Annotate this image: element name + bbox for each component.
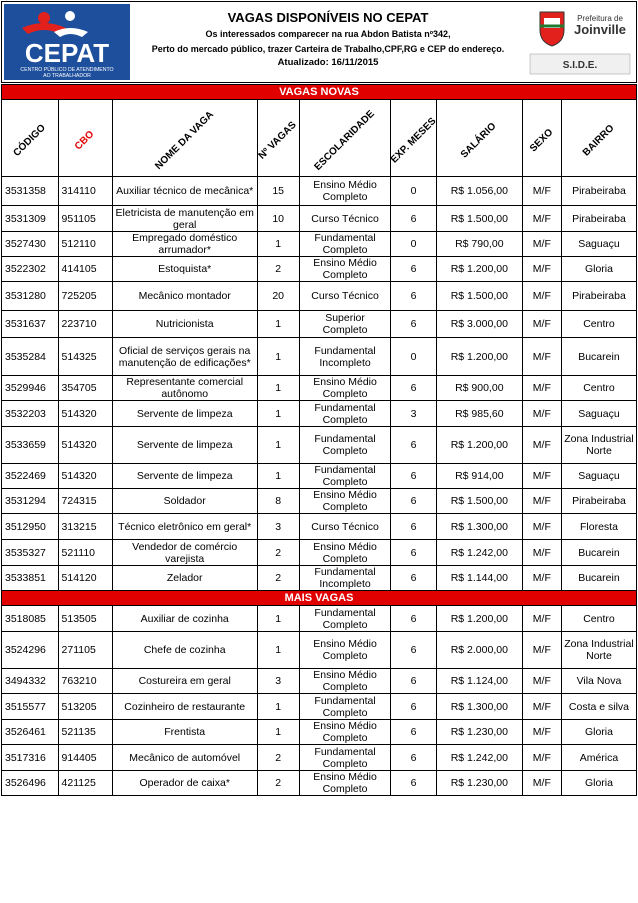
cell-nome: Representante comercial autônomo	[112, 376, 257, 401]
jobs-table	[1, 84, 637, 796]
cepat-logo-sub2: AO TRABALHADOR	[43, 73, 91, 79]
col-bairro	[561, 100, 636, 177]
cell-bairro: América	[561, 745, 636, 771]
cell-exp: 6	[391, 514, 437, 540]
cell-salario: R$ 1.200,00	[436, 257, 522, 282]
table-row	[2, 489, 637, 514]
cell-bairro: Saguaçu	[561, 232, 636, 257]
cell-sexo: M/F	[522, 514, 561, 540]
cell-vagas: 1	[257, 632, 299, 669]
cell-exp: 3	[391, 401, 437, 427]
cell-codigo: 3533659	[2, 427, 59, 464]
cell-vagas: 20	[257, 282, 299, 311]
cell-salario: R$ 900,00	[436, 376, 522, 401]
cell-vagas: 1	[257, 694, 299, 720]
cell-codigo: 3524296	[2, 632, 59, 669]
cell-exp: 6	[391, 427, 437, 464]
cell-salario: R$ 1.300,00	[436, 694, 522, 720]
cell-sexo: M/F	[522, 401, 561, 427]
cell-sexo: M/F	[522, 606, 561, 632]
cell-bairro: Gloria	[561, 257, 636, 282]
cell-vagas: 2	[257, 540, 299, 566]
cell-bairro: Gloria	[561, 771, 636, 796]
cell-exp: 0	[391, 338, 437, 376]
section-title-more: MAIS VAGAS	[2, 591, 637, 606]
col-codigo	[2, 100, 59, 177]
section-header-more	[2, 591, 637, 606]
cell-nome: Cozinheiro de restaurante	[112, 694, 257, 720]
cell-cbo: 724315	[58, 489, 112, 514]
cell-nome: Soldador	[112, 489, 257, 514]
col-nome-label: NOME DA VAGA	[152, 109, 216, 173]
table-row	[2, 720, 637, 745]
col-nome	[112, 100, 257, 177]
cell-bairro: Centro	[561, 311, 636, 338]
cell-escolaridade: Fundamental Completo	[299, 694, 390, 720]
cell-escolaridade: Fundamental Completo	[299, 427, 390, 464]
cell-salario: R$ 1.300,00	[436, 514, 522, 540]
cell-cbo: 514320	[58, 464, 112, 489]
cell-cbo: 354705	[58, 376, 112, 401]
cell-codigo: 3518085	[2, 606, 59, 632]
table-row	[2, 311, 637, 338]
table-row	[2, 177, 637, 206]
cell-exp: 6	[391, 694, 437, 720]
column-header-row	[2, 100, 637, 177]
table-row	[2, 632, 637, 669]
table-row	[2, 745, 637, 771]
cell-sexo: M/F	[522, 669, 561, 694]
cell-vagas: 2	[257, 566, 299, 591]
cell-codigo: 3522469	[2, 464, 59, 489]
table-row	[2, 206, 637, 232]
table-row	[2, 606, 637, 632]
cell-bairro: Costa e silva	[561, 694, 636, 720]
cell-escolaridade: Fundamental Completo	[299, 606, 390, 632]
table-row	[2, 232, 637, 257]
cell-nome: Servente de limpeza	[112, 401, 257, 427]
cell-escolaridade: Ensino Médio Completo	[299, 376, 390, 401]
cell-sexo: M/F	[522, 177, 561, 206]
cell-escolaridade: Ensino Médio Completo	[299, 632, 390, 669]
cell-vagas: 2	[257, 771, 299, 796]
table-row	[2, 338, 637, 376]
cell-escolaridade: Curso Técnico	[299, 514, 390, 540]
col-sexo	[522, 100, 561, 177]
cell-cbo: 521135	[58, 720, 112, 745]
cell-cbo: 314110	[58, 177, 112, 206]
cell-exp: 6	[391, 311, 437, 338]
cepat-logo-text: CEPAT	[24, 38, 110, 68]
cell-salario: R$ 1.242,00	[436, 540, 522, 566]
table-row	[2, 566, 637, 591]
updated-date: Atualizado: 16/11/2015	[277, 57, 379, 68]
cell-codigo: 3512950	[2, 514, 59, 540]
cell-bairro: Vila Nova	[561, 669, 636, 694]
cell-salario: R$ 1.242,00	[436, 745, 522, 771]
cell-nome: Estoquista*	[112, 257, 257, 282]
cell-bairro: Bucarein	[561, 338, 636, 376]
cell-exp: 6	[391, 282, 437, 311]
cell-sexo: M/F	[522, 489, 561, 514]
cell-vagas: 1	[257, 720, 299, 745]
cell-salario: R$ 1.500,00	[436, 489, 522, 514]
cell-bairro: Bucarein	[561, 566, 636, 591]
section-title-new: VAGAS NOVAS	[2, 85, 637, 100]
cell-cbo: 514120	[58, 566, 112, 591]
cell-escolaridade: Fundamental Incompleto	[299, 566, 390, 591]
cepat-logo-sub1: CENTRO PÚBLICO DE ATENDIMENTO	[20, 67, 114, 73]
table-row	[2, 694, 637, 720]
cell-salario: R$ 914,00	[436, 464, 522, 489]
cell-cbo: 951105	[58, 206, 112, 232]
cell-nome: Empregado doméstico arrumador*	[112, 232, 257, 257]
cell-sexo: M/F	[522, 745, 561, 771]
cell-exp: 6	[391, 376, 437, 401]
cell-cbo: 513505	[58, 606, 112, 632]
cell-cbo: 514325	[58, 338, 112, 376]
cell-sexo: M/F	[522, 632, 561, 669]
cell-sexo: M/F	[522, 566, 561, 591]
cell-escolaridade: Fundamental Incompleto	[299, 338, 390, 376]
cell-cbo: 763210	[58, 669, 112, 694]
cell-salario: R$ 1.124,00	[436, 669, 522, 694]
cell-exp: 6	[391, 606, 437, 632]
cell-exp: 6	[391, 745, 437, 771]
cell-bairro: Zona Industrial Norte	[561, 632, 636, 669]
cell-cbo: 514320	[58, 401, 112, 427]
cell-cbo: 513205	[58, 694, 112, 720]
joinville-logo	[526, 4, 634, 80]
cell-nome: Servente de limpeza	[112, 427, 257, 464]
cell-codigo: 3531637	[2, 311, 59, 338]
cell-bairro: Floresta	[561, 514, 636, 540]
col-salario-label: SALÁRIO	[459, 120, 499, 161]
cell-codigo: 3529946	[2, 376, 59, 401]
cell-nome: Frentista	[112, 720, 257, 745]
cell-exp: 0	[391, 232, 437, 257]
cell-escolaridade: Curso Técnico	[299, 282, 390, 311]
cell-nome: Vendedor de comércio varejista	[112, 540, 257, 566]
joinville-logo-line2: Joinville	[573, 22, 627, 37]
table-row	[2, 257, 637, 282]
cell-escolaridade: Ensino Médio Completo	[299, 771, 390, 796]
header-instructions-2: Perto do mercado público, trazer Carteira de Trabalho,CPF,RG e CEP do endereço.	[151, 44, 505, 54]
cell-codigo: 3531309	[2, 206, 59, 232]
cell-nome: Operador de caixa*	[112, 771, 257, 796]
cell-sexo: M/F	[522, 771, 561, 796]
cell-codigo: 3535284	[2, 338, 59, 376]
cell-codigo: 3515577	[2, 694, 59, 720]
cell-bairro: Pirabeiraba	[561, 282, 636, 311]
header-instructions-1: Os interessados comparecer na rua Abdon Batista nº342,	[205, 29, 451, 39]
cell-nome: Mecânico montador	[112, 282, 257, 311]
cell-escolaridade: Curso Técnico	[299, 206, 390, 232]
col-cbo-label: CBO	[73, 128, 97, 153]
cell-vagas: 15	[257, 177, 299, 206]
cell-salario: R$ 790,00	[436, 232, 522, 257]
cell-bairro: Gloria	[561, 720, 636, 745]
cell-vagas: 10	[257, 206, 299, 232]
cell-nome: Auxiliar técnico de mecânica*	[112, 177, 257, 206]
table-row	[2, 669, 637, 694]
cell-exp: 6	[391, 206, 437, 232]
cell-escolaridade: Fundamental Completo	[299, 232, 390, 257]
table-row	[2, 540, 637, 566]
cell-sexo: M/F	[522, 464, 561, 489]
cell-codigo: 3533851	[2, 566, 59, 591]
col-sexo-label: SEXO	[527, 126, 556, 155]
cell-sexo: M/F	[522, 206, 561, 232]
cell-vagas: 1	[257, 232, 299, 257]
cell-exp: 0	[391, 177, 437, 206]
cell-codigo: 3532203	[2, 401, 59, 427]
cell-escolaridade: Ensino Médio Completo	[299, 720, 390, 745]
cell-bairro: Centro	[561, 376, 636, 401]
col-codigo-label: CÓDIGO	[11, 122, 48, 159]
cell-cbo: 512110	[58, 232, 112, 257]
col-exp-label: EXP. MESES	[388, 115, 439, 166]
cell-bairro: Pirabeiraba	[561, 489, 636, 514]
section-header-new	[2, 85, 637, 100]
cell-escolaridade: Ensino Médio Completo	[299, 177, 390, 206]
joinville-logo-line3: S.I.D.E.	[562, 60, 598, 71]
cell-vagas: 3	[257, 514, 299, 540]
cell-vagas: 1	[257, 606, 299, 632]
cell-nome: Mecânico de automóvel	[112, 745, 257, 771]
cell-escolaridade: Superior Completo	[299, 311, 390, 338]
cell-exp: 6	[391, 566, 437, 591]
cell-escolaridade: Ensino Médio Completo	[299, 489, 390, 514]
header-text	[132, 2, 524, 68]
cell-vagas: 1	[257, 427, 299, 464]
cell-exp: 6	[391, 489, 437, 514]
cell-codigo: 3531280	[2, 282, 59, 311]
cell-salario: R$ 1.230,00	[436, 720, 522, 745]
cell-bairro: Centro	[561, 606, 636, 632]
cell-nome: Servente de limpeza	[112, 464, 257, 489]
cell-sexo: M/F	[522, 427, 561, 464]
cell-sexo: M/F	[522, 376, 561, 401]
cell-codigo: 3526496	[2, 771, 59, 796]
cell-escolaridade: Fundamental Completo	[299, 745, 390, 771]
cell-cbo: 223710	[58, 311, 112, 338]
col-escolaridade	[299, 100, 390, 177]
col-escolaridade-label: ESCOLARIDADE	[312, 108, 377, 173]
cell-sexo: M/F	[522, 720, 561, 745]
cell-cbo: 521110	[58, 540, 112, 566]
table-row	[2, 376, 637, 401]
cell-vagas: 1	[257, 311, 299, 338]
cell-salario: R$ 1.230,00	[436, 771, 522, 796]
cell-nome: Costureira em geral	[112, 669, 257, 694]
cell-nome: Eletricista de manutenção em geral	[112, 206, 257, 232]
cell-bairro: Bucarein	[561, 540, 636, 566]
cell-vagas: 3	[257, 669, 299, 694]
cell-nome: Chefe de cozinha	[112, 632, 257, 669]
col-exp	[388, 100, 439, 177]
cell-codigo: 3526461	[2, 720, 59, 745]
cell-salario: R$ 1.200,00	[436, 427, 522, 464]
cell-escolaridade: Fundamental Completo	[299, 464, 390, 489]
cell-sexo: M/F	[522, 282, 561, 311]
cell-salario: R$ 1.200,00	[436, 338, 522, 376]
cell-exp: 6	[391, 771, 437, 796]
cell-exp: 6	[391, 257, 437, 282]
cell-codigo: 3531358	[2, 177, 59, 206]
cell-salario: R$ 1.500,00	[436, 206, 522, 232]
cell-bairro: Pirabeiraba	[561, 206, 636, 232]
page-title: VAGAS DISPONÍVEIS NO CEPAT	[227, 10, 429, 25]
cell-bairro: Pirabeiraba	[561, 177, 636, 206]
cell-salario: R$ 2.000,00	[436, 632, 522, 669]
col-cbo	[58, 100, 112, 177]
cepat-logo	[4, 4, 130, 80]
cell-vagas: 8	[257, 489, 299, 514]
cell-vagas: 1	[257, 338, 299, 376]
cell-sexo: M/F	[522, 311, 561, 338]
cell-salario: R$ 985,60	[436, 401, 522, 427]
cell-codigo: 3531294	[2, 489, 59, 514]
cell-sexo: M/F	[522, 338, 561, 376]
cell-cbo: 313215	[58, 514, 112, 540]
cell-sexo: M/F	[522, 694, 561, 720]
cell-vagas: 1	[257, 376, 299, 401]
col-salario	[436, 100, 522, 177]
cell-escolaridade: Ensino Médio Completo	[299, 540, 390, 566]
cell-salario: R$ 1.144,00	[436, 566, 522, 591]
col-bairro-label: BAIRRO	[580, 122, 617, 159]
cell-exp: 6	[391, 540, 437, 566]
cell-exp: 6	[391, 464, 437, 489]
joinville-logo-line1: Prefeitura de	[577, 14, 623, 23]
table-row	[2, 514, 637, 540]
table-row	[2, 282, 637, 311]
cell-codigo: 3535327	[2, 540, 59, 566]
table-row	[2, 771, 637, 796]
cell-escolaridade: Fundamental Completo	[299, 401, 390, 427]
cell-nome: Auxiliar de cozinha	[112, 606, 257, 632]
table-row	[2, 464, 637, 489]
cell-salario: R$ 1.200,00	[436, 606, 522, 632]
cell-nome: Oficial de serviços gerais na manutenção de edificações*	[112, 338, 257, 376]
col-vagas	[257, 100, 299, 177]
cell-vagas: 2	[257, 257, 299, 282]
cell-cbo: 414105	[58, 257, 112, 282]
cell-codigo: 3522302	[2, 257, 59, 282]
cell-bairro: Zona Industrial Norte	[561, 427, 636, 464]
cell-codigo: 3494332	[2, 669, 59, 694]
cell-nome: Zelador	[112, 566, 257, 591]
cell-salario: R$ 1.056,00	[436, 177, 522, 206]
cell-salario: R$ 1.500,00	[436, 282, 522, 311]
document-header	[1, 1, 637, 83]
cell-nome: Nutricionista	[112, 311, 257, 338]
cell-codigo: 3527430	[2, 232, 59, 257]
cell-nome: Técnico eletrônico em geral*	[112, 514, 257, 540]
cell-escolaridade: Ensino Médio Completo	[299, 257, 390, 282]
table-row	[2, 427, 637, 464]
cell-bairro: Saguaçu	[561, 401, 636, 427]
cell-bairro: Saguaçu	[561, 464, 636, 489]
cell-exp: 6	[391, 720, 437, 745]
table-row	[2, 401, 637, 427]
cell-vagas: 2	[257, 745, 299, 771]
cell-sexo: M/F	[522, 232, 561, 257]
cell-cbo: 514320	[58, 427, 112, 464]
cell-codigo: 3517316	[2, 745, 59, 771]
cell-cbo: 421125	[58, 771, 112, 796]
cell-cbo: 725205	[58, 282, 112, 311]
col-vagas-label: Nº VAGAS	[256, 119, 299, 162]
cell-exp: 6	[391, 632, 437, 669]
cell-cbo: 271105	[58, 632, 112, 669]
cell-sexo: M/F	[522, 257, 561, 282]
cell-cbo: 914405	[58, 745, 112, 771]
cell-exp: 6	[391, 669, 437, 694]
cell-vagas: 1	[257, 464, 299, 489]
cell-salario: R$ 3.000,00	[436, 311, 522, 338]
cell-sexo: M/F	[522, 540, 561, 566]
cell-vagas: 1	[257, 401, 299, 427]
cell-escolaridade: Ensino Médio Completo	[299, 669, 390, 694]
